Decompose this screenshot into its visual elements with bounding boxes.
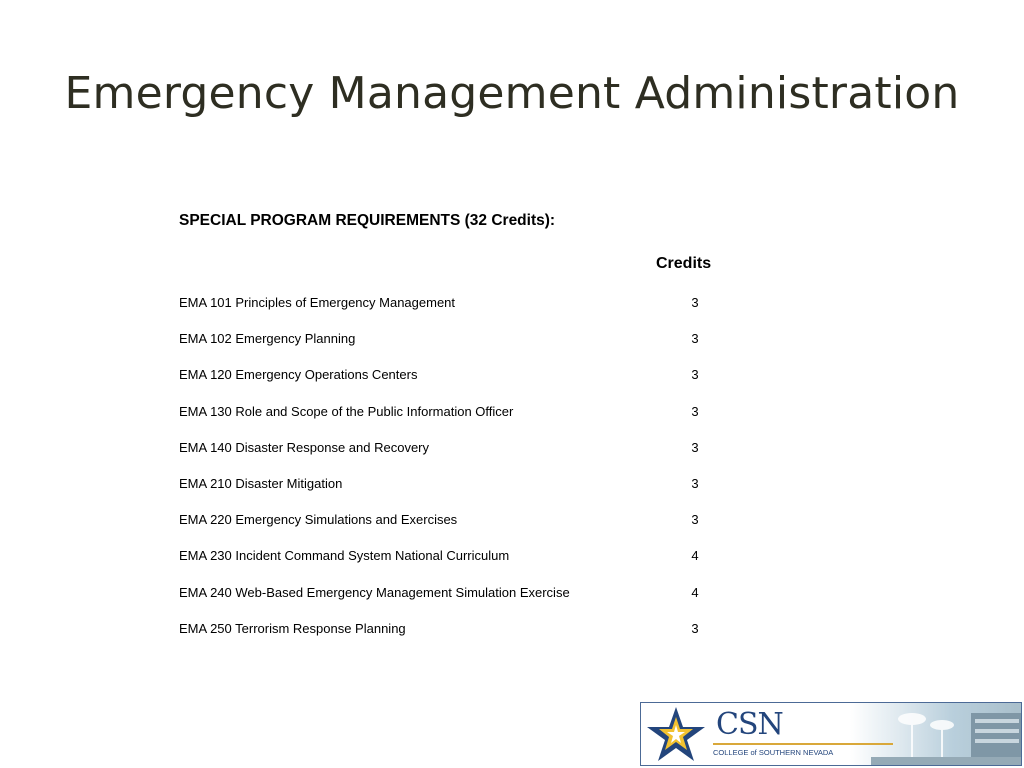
course-credits: 3	[691, 331, 699, 347]
course-name: EMA 240 Web-Based Emergency Management Simulation Exercise	[179, 584, 570, 600]
course-credits: 3	[691, 403, 699, 419]
course-row	[179, 585, 719, 621]
course-name: EMA 230 Incident Command System National Curriculum	[179, 548, 510, 564]
course-row	[179, 621, 719, 657]
course-name: EMA 101 Principles of Emergency Management	[179, 295, 456, 310]
csn-logo	[640, 702, 1022, 766]
course-name: EMA 140 Disaster Response and Recovery	[179, 439, 430, 455]
course-name: EMA 220 Emergency Simulations and Exercises	[179, 512, 458, 528]
course-row	[179, 512, 719, 548]
course-credits: 4	[691, 584, 699, 600]
program-requirements-heading: SPECIAL PROGRAM REQUIREMENTS (32 Credits):	[179, 212, 556, 229]
course-credits: 3	[691, 620, 699, 636]
course-credits: 3	[691, 475, 699, 491]
credits-column-header: Credits	[656, 255, 712, 272]
course-row	[179, 548, 719, 584]
logo-divider	[713, 743, 893, 745]
course-row	[179, 440, 719, 476]
course-row	[179, 404, 719, 440]
course-name: EMA 102 Emergency Planning	[179, 331, 356, 347]
course-row	[179, 367, 719, 403]
logo-wordmark: CSN	[716, 707, 783, 742]
course-name: EMA 210 Disaster Mitigation	[179, 475, 343, 491]
campus-scene-image	[871, 703, 1022, 765]
course-row	[179, 295, 719, 331]
course-row	[179, 331, 719, 367]
slide-title: Emergency Management Administration	[64, 68, 960, 119]
course-name: EMA 120 Emergency Operations Centers	[179, 367, 418, 383]
course-name: EMA 130 Role and Scope of the Public Information Officer	[179, 403, 514, 419]
course-credits: 3	[691, 439, 699, 455]
course-credits: 3	[691, 295, 699, 310]
course-credits: 3	[691, 512, 699, 528]
course-credits: 4	[691, 548, 699, 564]
course-credits: 3	[691, 367, 699, 383]
course-name: EMA 250 Terrorism Response Planning	[179, 620, 406, 636]
logo-college-name: COLLEGE of SOUTHERN NEVADA	[713, 748, 834, 757]
star-icon	[643, 705, 709, 765]
course-row	[179, 476, 719, 512]
course-list	[179, 295, 719, 657]
